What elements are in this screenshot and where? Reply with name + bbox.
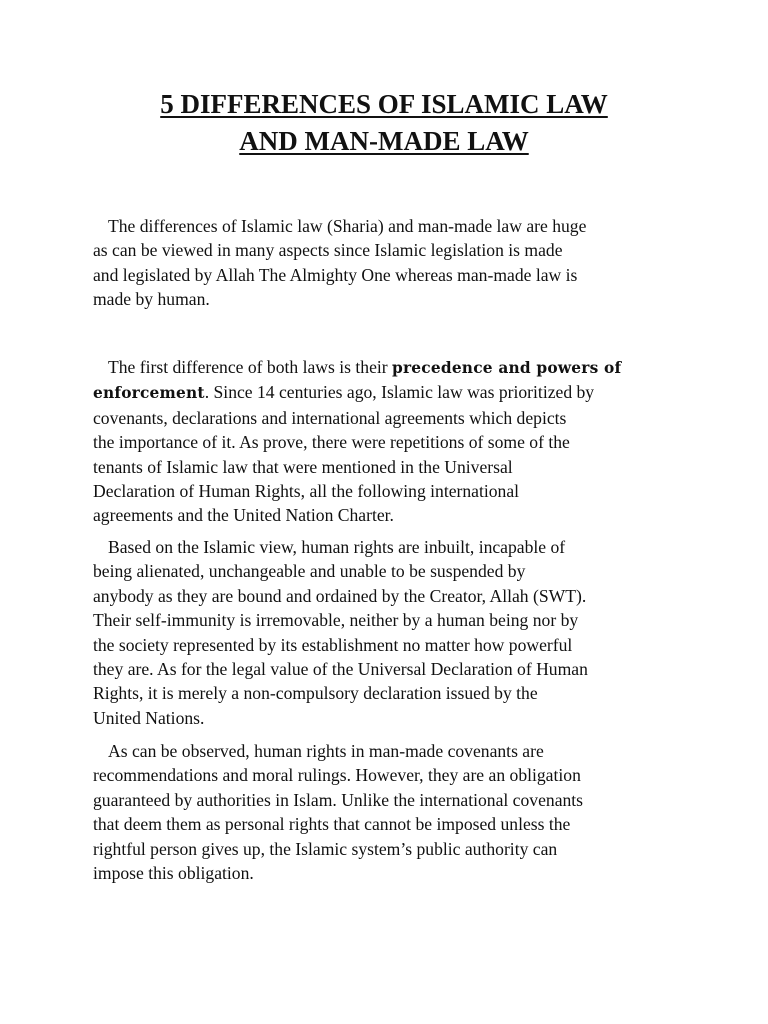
paragraph-line: covenants, declarations and international agreements which depicts [93,407,567,428]
paragraph-islamic-view [93,535,683,730]
paragraph-line: United Nations. [93,707,205,728]
paragraph-line: the importance of it. As prove, there were repetitions of some of the [93,432,570,453]
paragraph-line: being alienated, unchangeable and unable to be suspended by [93,561,526,582]
paragraph-text: The first difference of both laws is their [108,357,393,377]
paragraph-line: impose this obligation. [93,863,254,884]
paragraph-line: made by human. [93,289,210,310]
paragraph-line: The differences of Islamic law (Sharia) and man-made law are huge [108,216,587,236]
title-line-2: AND MAN-MADE LAW [239,126,529,156]
paragraph-line: as can be viewed in many aspects since Islamic legislation is made [93,240,563,261]
paragraph-line: As can be observed, human rights in man-made covenants are [108,741,544,761]
bold-phrase: enforcement [93,384,205,403]
paragraph-line: Rights, it is merely a non-compulsory declaration issued by the [93,683,538,704]
paragraph-text: . Since 14 centuries ago, Islamic law was prioritized by [204,382,595,403]
paragraph-line: Based on the Islamic view, human rights are inbuilt, incapable of [108,537,566,557]
paragraph-line: that deem them as personal rights that cannot be imposed unless the [93,814,571,835]
paragraph-line: Declaration of Human Rights, all the following international [93,481,520,502]
paragraph-line: Their self-immunity is irremovable, neither by a human being nor by [93,610,579,631]
paragraph-line: and legislated by Allah The Almighty One whereas man-made law is [93,264,578,285]
paragraph-first-difference [93,355,683,528]
paragraph-line: they are. As for the legal value of the Universal Declaration of Human [93,659,588,680]
paragraph-line: anybody as they are bound and ordained by the Creator, Allah (SWT). [93,585,587,606]
paragraph-line: recommendations and moral rulings. However, they are an obligation [93,765,581,786]
title-line-1: 5 DIFFERENCES OF ISLAMIC LAW [160,89,608,119]
paragraph-line [93,380,683,405]
paragraph-line [93,355,683,380]
paragraph-line: rightful person gives up, the Islamic system’s public authority can [93,838,558,859]
paragraph-line: guaranteed by authorities in Islam. Unlike the international covenants [93,789,584,810]
paragraph-covenants [93,739,683,885]
paragraph-intro [93,214,683,312]
paragraph-line: agreements and the United Nation Charter. [93,505,394,526]
paragraph-line: tenants of Islamic law that were mentioned in the Universal [93,456,513,477]
bold-phrase: precedence and powers of [392,359,622,377]
document-title [92,86,676,160]
paragraph-line: the society represented by its establishment no matter how powerful [93,634,573,655]
